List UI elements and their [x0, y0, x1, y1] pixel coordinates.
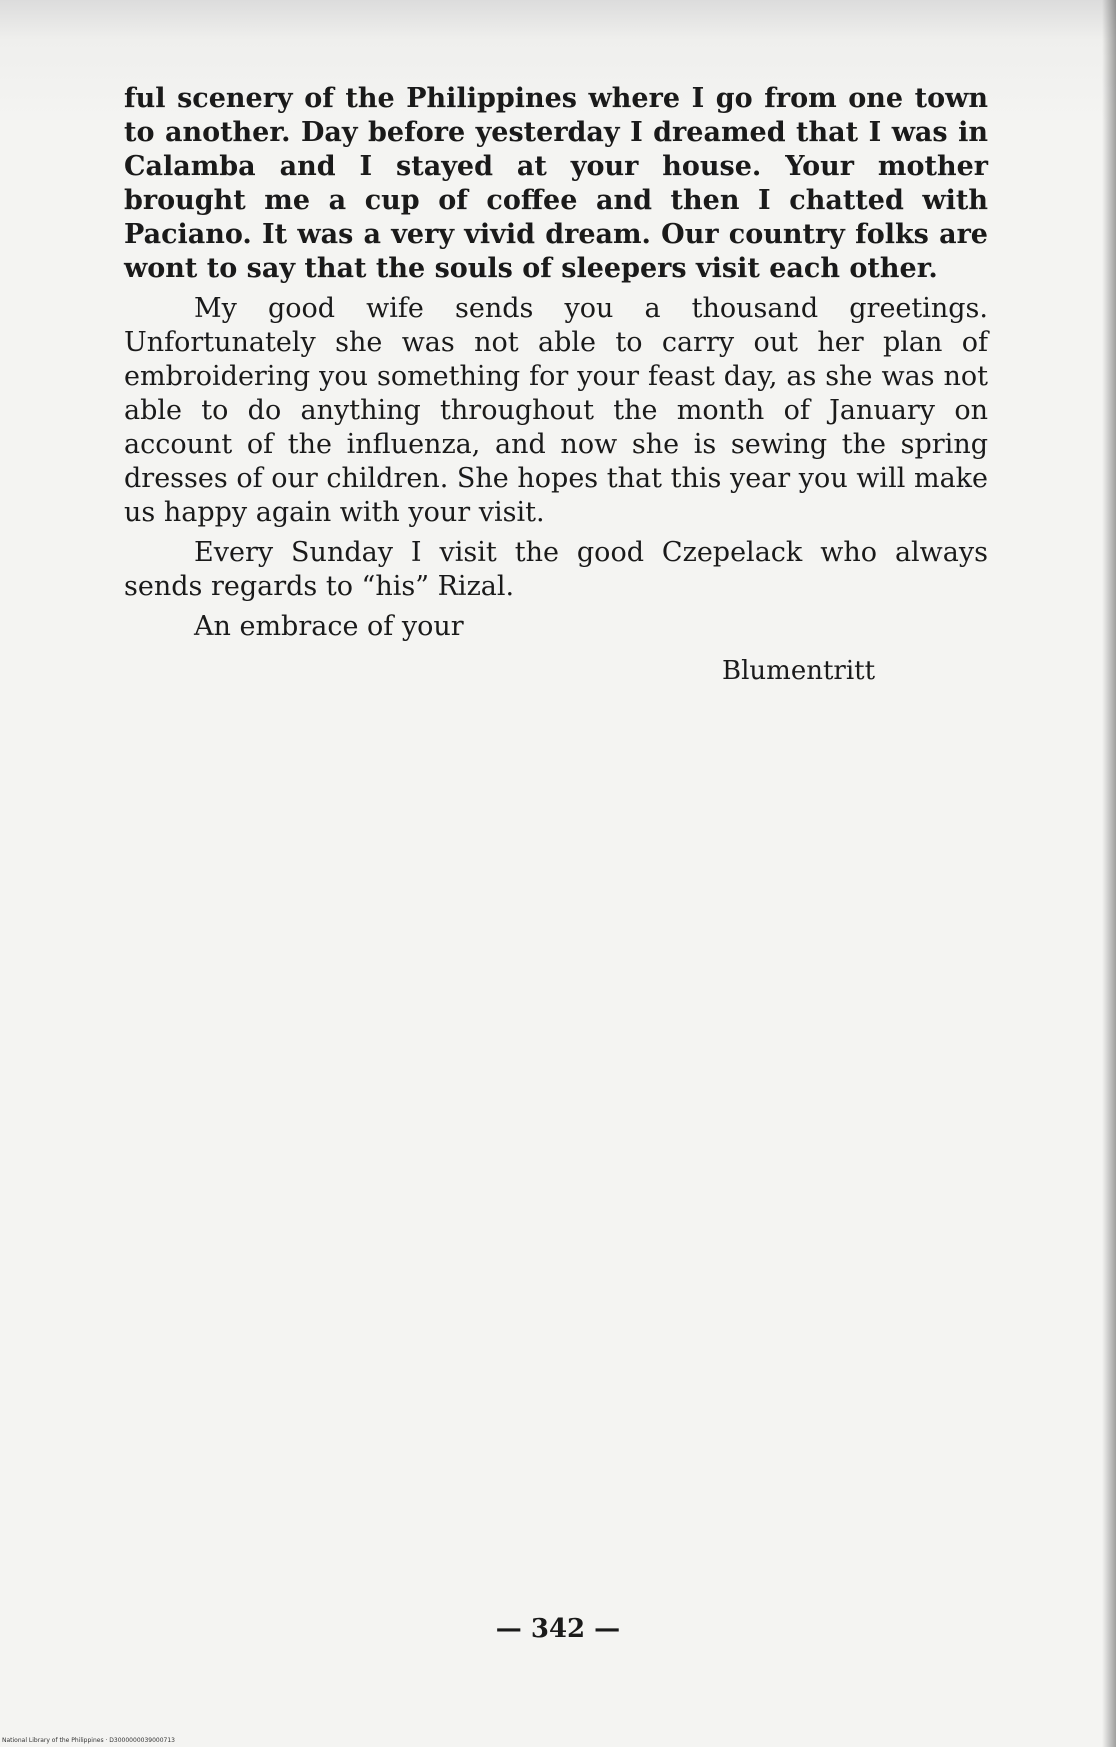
paragraph-3: Every Sunday I visit the good Czepelack who always sends regards to “his” Rizal.: [124, 537, 988, 602]
signature: Blumentritt: [722, 656, 876, 686]
paragraph-1: ful scenery of the Philippines where I go from one town to another. Day before yesterday I dreamed that I was in Calamba and I stayed at your house. Your mother brought me a cup of coffee and then I chatted with Paciano. It was a very vivid dream. Our country folks are wont to say that the souls of sleepers visit each other.: [124, 83, 988, 284]
archive-footer-note: National Library of the Philippines · D3000000039000713: [2, 1737, 175, 1744]
page-edge-shadow: [1102, 0, 1116, 1747]
paragraph-closing: An embrace of your: [194, 611, 464, 642]
paragraph-2: My good wife sends you a thousand greetings. Unfortunately she was not able to carry out her plan of embroidering you something for your feast day, as she was not able to do anything throughout the month of January on account of the influenza, and now she is sewing the spring dresses of our children. She hopes that this year you will make us happy again with your visit.: [124, 293, 988, 528]
letter-body: [124, 82, 988, 650]
page-number: — 342 —: [495, 1614, 621, 1644]
